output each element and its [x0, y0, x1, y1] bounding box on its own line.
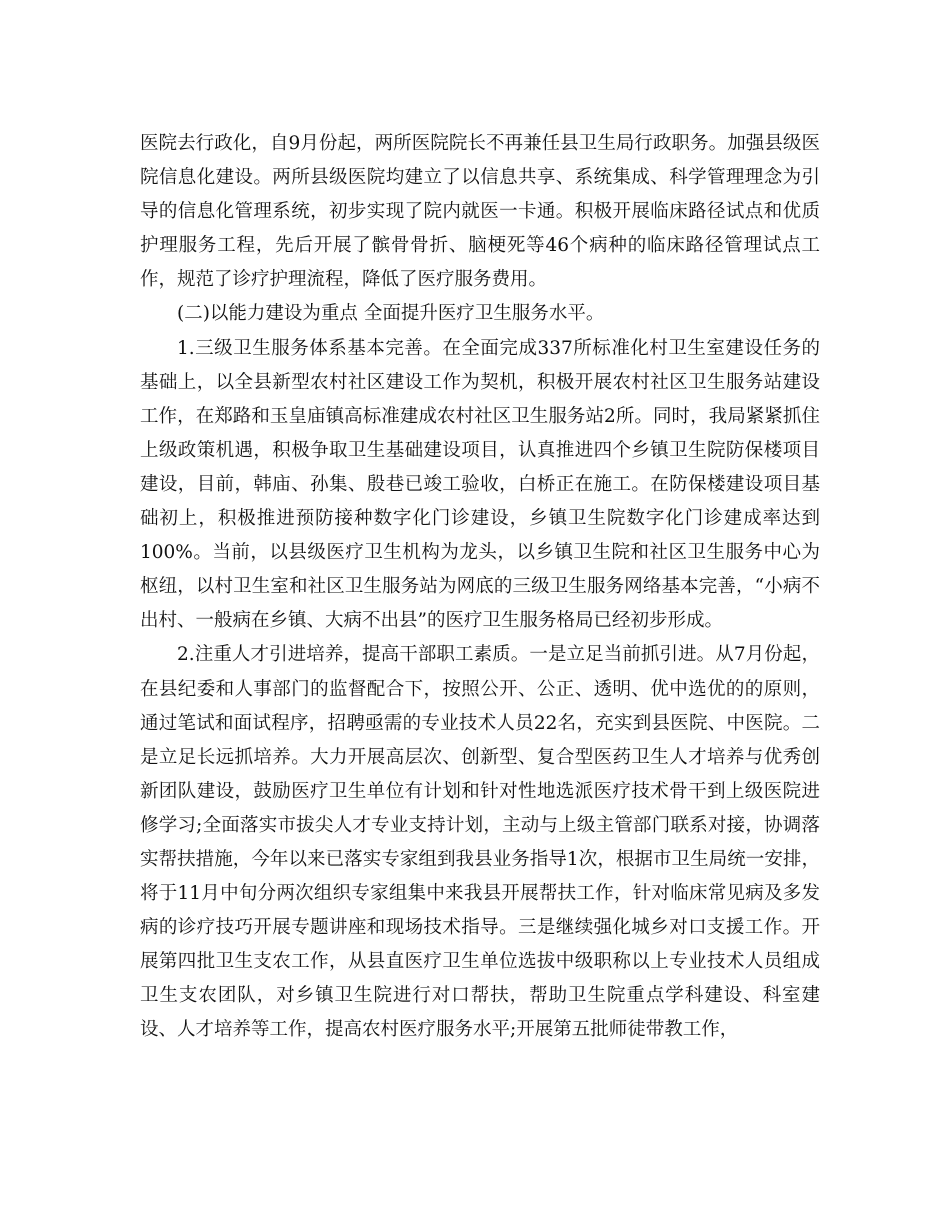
paragraph-talent-training: 2.注重人才引进培养，提高干部职工素质。一是立足当前抓引进。从7月份起，在县纪委和人事部门的监督配合下，按照公开、公正、透明、优中选优的的原则，通过笔试和面试程序，招聘亟需的专业技术人员22名，充实到县医院、中医院。二是立足长远抓培养。大力开展高层次、创新型、复合型医药卫生人才培养与优秀创新团队建设，鼓励医疗卫生单位有计划和针对性地选派医疗技术骨干到上级医院进修学习;全面落实市拔尖人才专业支持计划，主动与上级主管部门联系对接，协调落实帮扶措施，今年以来已落实专家组到我县业务指导1次，根据市卫生局统一安排，将于11月中旬分两次组织专家组集中来我县开展帮扶工作，针对临床常见病及多发病的诊疗技巧开展专题讲座和现场技术指导。三是继续强化城乡对口支援工作。开展第四批卫生支农工作，从县直医疗卫生单位选拔中级职称以上专业技术人员组成卫生支农团队，对乡镇卫生院进行对口帮扶，帮助卫生院重点学科建设、科室建设、人才培养等工作，提高农村医疗服务水平;开展第五批师徒带教工作，	[140, 644, 820, 1041]
section-heading-capacity-building: (二)以能力建设为重点 全面提升医疗卫生服务水平。	[177, 303, 605, 325]
paragraph-hospital-reform: 医院去行政化，自9月份起，两所医院院长不再兼任县卫生局行政职务。加强县级医院信息化建设。两所县级医院均建立了以信息共享、系统集成、科学管理理念为引导的信息化管理系统，初步实现了院内就医一卡通。积极开展临床路径试点和优质护理服务工程，先后开展了髌骨骨折、脑梗死等46个病种的临床路径管理试点工作，规范了诊疗护理流程，降低了医疗服务费用。	[140, 133, 820, 291]
document-body	[140, 127, 820, 1048]
paragraph-service-system: 1.三级卫生服务体系基本完善。在全面完成337所标准化村卫生室建设任务的基础上，以全县新型农村社区建设工作为契机，积极开展农村社区卫生服务站建设工作，在郑路和玉皇庙镇高标准建成农村社区卫生服务站2所。同时，我局紧紧抓住上级政策机遇，积极争取卫生基础建设项目，认真推进四个乡镇卫生院防保楼项目建设，目前，韩庙、孙集、殷巷已竣工验收，白桥正在施工。在防保楼建设项目基础初上，积极推进预防接种数字化门诊建设，乡镇卫生院数字化门诊建成率达到100%。当前，以县级医疗卫生机构为龙头，以乡镇卫生院和社区卫生服务中心为枢纽，以村卫生室和社区卫生服务站为网底的三级卫生服务网络基本完善，“小病不出村、一般病在乡镇、大病不出县”的医疗卫生服务格局已经初步形成。	[140, 337, 820, 632]
